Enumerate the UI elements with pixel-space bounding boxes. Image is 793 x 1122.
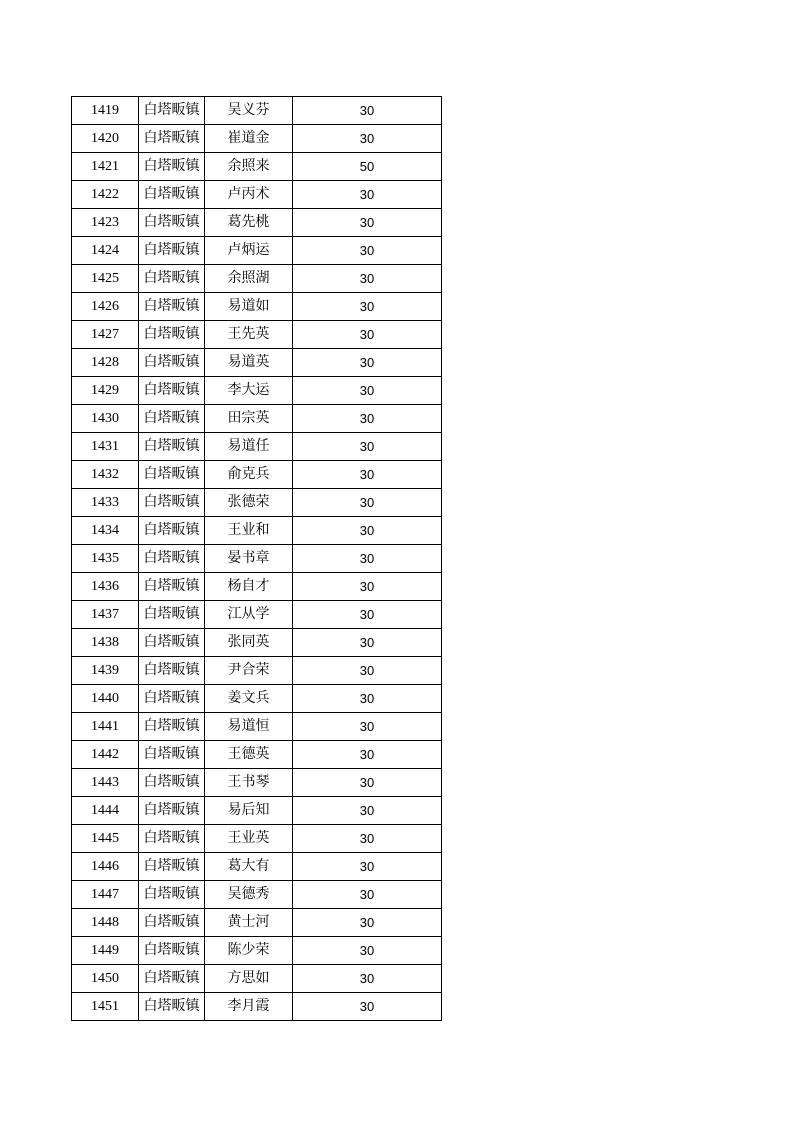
cell-town: 白塔畈镇 <box>139 237 205 265</box>
cell-town: 白塔畈镇 <box>139 657 205 685</box>
cell-amount: 30 <box>293 685 442 713</box>
table-row <box>72 713 442 741</box>
table-row <box>72 993 442 1021</box>
cell-town: 白塔畈镇 <box>139 769 205 797</box>
table-row <box>72 321 442 349</box>
cell-name: 卢炳运 <box>205 237 293 265</box>
cell-town: 白塔畈镇 <box>139 265 205 293</box>
cell-town: 白塔畈镇 <box>139 153 205 181</box>
cell-number: 1437 <box>72 601 139 629</box>
cell-town: 白塔畈镇 <box>139 125 205 153</box>
table-row <box>72 545 442 573</box>
cell-number: 1436 <box>72 573 139 601</box>
table-row <box>72 433 442 461</box>
cell-town: 白塔畈镇 <box>139 433 205 461</box>
cell-number: 1419 <box>72 97 139 125</box>
cell-number: 1447 <box>72 881 139 909</box>
cell-town: 白塔畈镇 <box>139 97 205 125</box>
cell-name: 王业和 <box>205 517 293 545</box>
cell-amount: 30 <box>293 125 442 153</box>
cell-town: 白塔畈镇 <box>139 545 205 573</box>
table-row <box>72 573 442 601</box>
cell-name: 李月霞 <box>205 993 293 1021</box>
cell-amount: 30 <box>293 573 442 601</box>
cell-amount: 30 <box>293 601 442 629</box>
cell-name: 王德英 <box>205 741 293 769</box>
cell-town: 白塔畈镇 <box>139 993 205 1021</box>
cell-amount: 30 <box>293 825 442 853</box>
cell-amount: 30 <box>293 517 442 545</box>
cell-amount: 30 <box>293 545 442 573</box>
cell-name: 姜文兵 <box>205 685 293 713</box>
cell-amount: 30 <box>293 489 442 517</box>
cell-number: 1431 <box>72 433 139 461</box>
cell-town: 白塔畈镇 <box>139 741 205 769</box>
table-row <box>72 97 442 125</box>
cell-amount: 30 <box>293 349 442 377</box>
cell-amount: 30 <box>293 265 442 293</box>
cell-name: 易道如 <box>205 293 293 321</box>
cell-number: 1435 <box>72 545 139 573</box>
cell-name: 陈少荣 <box>205 937 293 965</box>
cell-number: 1421 <box>72 153 139 181</box>
table-row <box>72 181 442 209</box>
cell-town: 白塔畈镇 <box>139 405 205 433</box>
cell-number: 1438 <box>72 629 139 657</box>
cell-amount: 30 <box>293 965 442 993</box>
cell-name: 杨自才 <box>205 573 293 601</box>
table-row <box>72 937 442 965</box>
cell-town: 白塔畈镇 <box>139 853 205 881</box>
cell-number: 1446 <box>72 853 139 881</box>
table-row <box>72 881 442 909</box>
cell-name: 易道恒 <box>205 713 293 741</box>
cell-amount: 30 <box>293 377 442 405</box>
cell-name: 方思如 <box>205 965 293 993</box>
cell-name: 吴德秀 <box>205 881 293 909</box>
cell-name: 吴义芬 <box>205 97 293 125</box>
table-row <box>72 685 442 713</box>
cell-amount: 30 <box>293 97 442 125</box>
cell-number: 1451 <box>72 993 139 1021</box>
table-row <box>72 825 442 853</box>
cell-amount: 30 <box>293 237 442 265</box>
cell-town: 白塔畈镇 <box>139 713 205 741</box>
cell-amount: 30 <box>293 881 442 909</box>
cell-amount: 30 <box>293 209 442 237</box>
cell-number: 1425 <box>72 265 139 293</box>
cell-number: 1434 <box>72 517 139 545</box>
cell-town: 白塔畈镇 <box>139 573 205 601</box>
cell-name: 俞克兵 <box>205 461 293 489</box>
cell-amount: 30 <box>293 853 442 881</box>
cell-name: 黄士河 <box>205 909 293 937</box>
cell-amount: 30 <box>293 461 442 489</box>
table-row <box>72 153 442 181</box>
cell-amount: 30 <box>293 909 442 937</box>
table-row <box>72 405 442 433</box>
cell-number: 1429 <box>72 377 139 405</box>
cell-name: 崔道金 <box>205 125 293 153</box>
table-row <box>72 657 442 685</box>
cell-name: 葛先桃 <box>205 209 293 237</box>
cell-number: 1424 <box>72 237 139 265</box>
cell-town: 白塔畈镇 <box>139 293 205 321</box>
cell-amount: 50 <box>293 153 442 181</box>
cell-amount: 30 <box>293 321 442 349</box>
cell-town: 白塔畈镇 <box>139 825 205 853</box>
cell-name: 江从学 <box>205 601 293 629</box>
table-row <box>72 209 442 237</box>
cell-name: 王业英 <box>205 825 293 853</box>
cell-amount: 30 <box>293 937 442 965</box>
cell-town: 白塔畈镇 <box>139 517 205 545</box>
cell-town: 白塔畈镇 <box>139 349 205 377</box>
cell-number: 1430 <box>72 405 139 433</box>
cell-name: 晏书章 <box>205 545 293 573</box>
table-row <box>72 265 442 293</box>
cell-name: 尹合荣 <box>205 657 293 685</box>
table-row <box>72 769 442 797</box>
cell-number: 1420 <box>72 125 139 153</box>
cell-town: 白塔畈镇 <box>139 461 205 489</box>
roster-table <box>71 96 442 1021</box>
cell-name: 张同英 <box>205 629 293 657</box>
cell-name: 王先英 <box>205 321 293 349</box>
cell-town: 白塔畈镇 <box>139 181 205 209</box>
cell-name: 李大运 <box>205 377 293 405</box>
cell-name: 卢丙术 <box>205 181 293 209</box>
table-row <box>72 461 442 489</box>
table-row <box>72 125 442 153</box>
cell-town: 白塔畈镇 <box>139 685 205 713</box>
cell-number: 1440 <box>72 685 139 713</box>
cell-town: 白塔畈镇 <box>139 965 205 993</box>
cell-amount: 30 <box>293 657 442 685</box>
table-row <box>72 293 442 321</box>
cell-number: 1444 <box>72 797 139 825</box>
cell-name: 余照来 <box>205 153 293 181</box>
cell-town: 白塔畈镇 <box>139 321 205 349</box>
cell-town: 白塔畈镇 <box>139 489 205 517</box>
cell-amount: 30 <box>293 433 442 461</box>
table-row <box>72 237 442 265</box>
cell-town: 白塔畈镇 <box>139 797 205 825</box>
cell-name: 王书琴 <box>205 769 293 797</box>
cell-town: 白塔畈镇 <box>139 937 205 965</box>
roster-table-body <box>72 97 442 1021</box>
table-row <box>72 489 442 517</box>
cell-number: 1426 <box>72 293 139 321</box>
cell-amount: 30 <box>293 629 442 657</box>
table-row <box>72 909 442 937</box>
cell-town: 白塔畈镇 <box>139 909 205 937</box>
cell-name: 余照湖 <box>205 265 293 293</box>
cell-name: 田宗英 <box>205 405 293 433</box>
cell-number: 1443 <box>72 769 139 797</box>
cell-number: 1448 <box>72 909 139 937</box>
cell-name: 易道任 <box>205 433 293 461</box>
cell-amount: 30 <box>293 741 442 769</box>
cell-name: 易道英 <box>205 349 293 377</box>
cell-town: 白塔畈镇 <box>139 629 205 657</box>
cell-number: 1427 <box>72 321 139 349</box>
cell-amount: 30 <box>293 769 442 797</box>
table-row <box>72 601 442 629</box>
table-row <box>72 377 442 405</box>
cell-amount: 30 <box>293 713 442 741</box>
cell-number: 1449 <box>72 937 139 965</box>
cell-name: 张德荣 <box>205 489 293 517</box>
table-row <box>72 741 442 769</box>
cell-number: 1445 <box>72 825 139 853</box>
cell-amount: 30 <box>293 405 442 433</box>
cell-amount: 30 <box>293 181 442 209</box>
table-row <box>72 517 442 545</box>
table-row <box>72 965 442 993</box>
cell-name: 葛大有 <box>205 853 293 881</box>
table-row <box>72 797 442 825</box>
cell-number: 1423 <box>72 209 139 237</box>
cell-amount: 30 <box>293 993 442 1021</box>
cell-town: 白塔畈镇 <box>139 881 205 909</box>
table-row <box>72 629 442 657</box>
cell-number: 1450 <box>72 965 139 993</box>
table-row <box>72 853 442 881</box>
cell-number: 1439 <box>72 657 139 685</box>
cell-number: 1441 <box>72 713 139 741</box>
cell-name: 易后知 <box>205 797 293 825</box>
cell-number: 1422 <box>72 181 139 209</box>
cell-number: 1442 <box>72 741 139 769</box>
cell-town: 白塔畈镇 <box>139 209 205 237</box>
cell-number: 1432 <box>72 461 139 489</box>
cell-town: 白塔畈镇 <box>139 377 205 405</box>
cell-amount: 30 <box>293 797 442 825</box>
table-row <box>72 349 442 377</box>
cell-number: 1433 <box>72 489 139 517</box>
cell-amount: 30 <box>293 293 442 321</box>
cell-town: 白塔畈镇 <box>139 601 205 629</box>
cell-number: 1428 <box>72 349 139 377</box>
